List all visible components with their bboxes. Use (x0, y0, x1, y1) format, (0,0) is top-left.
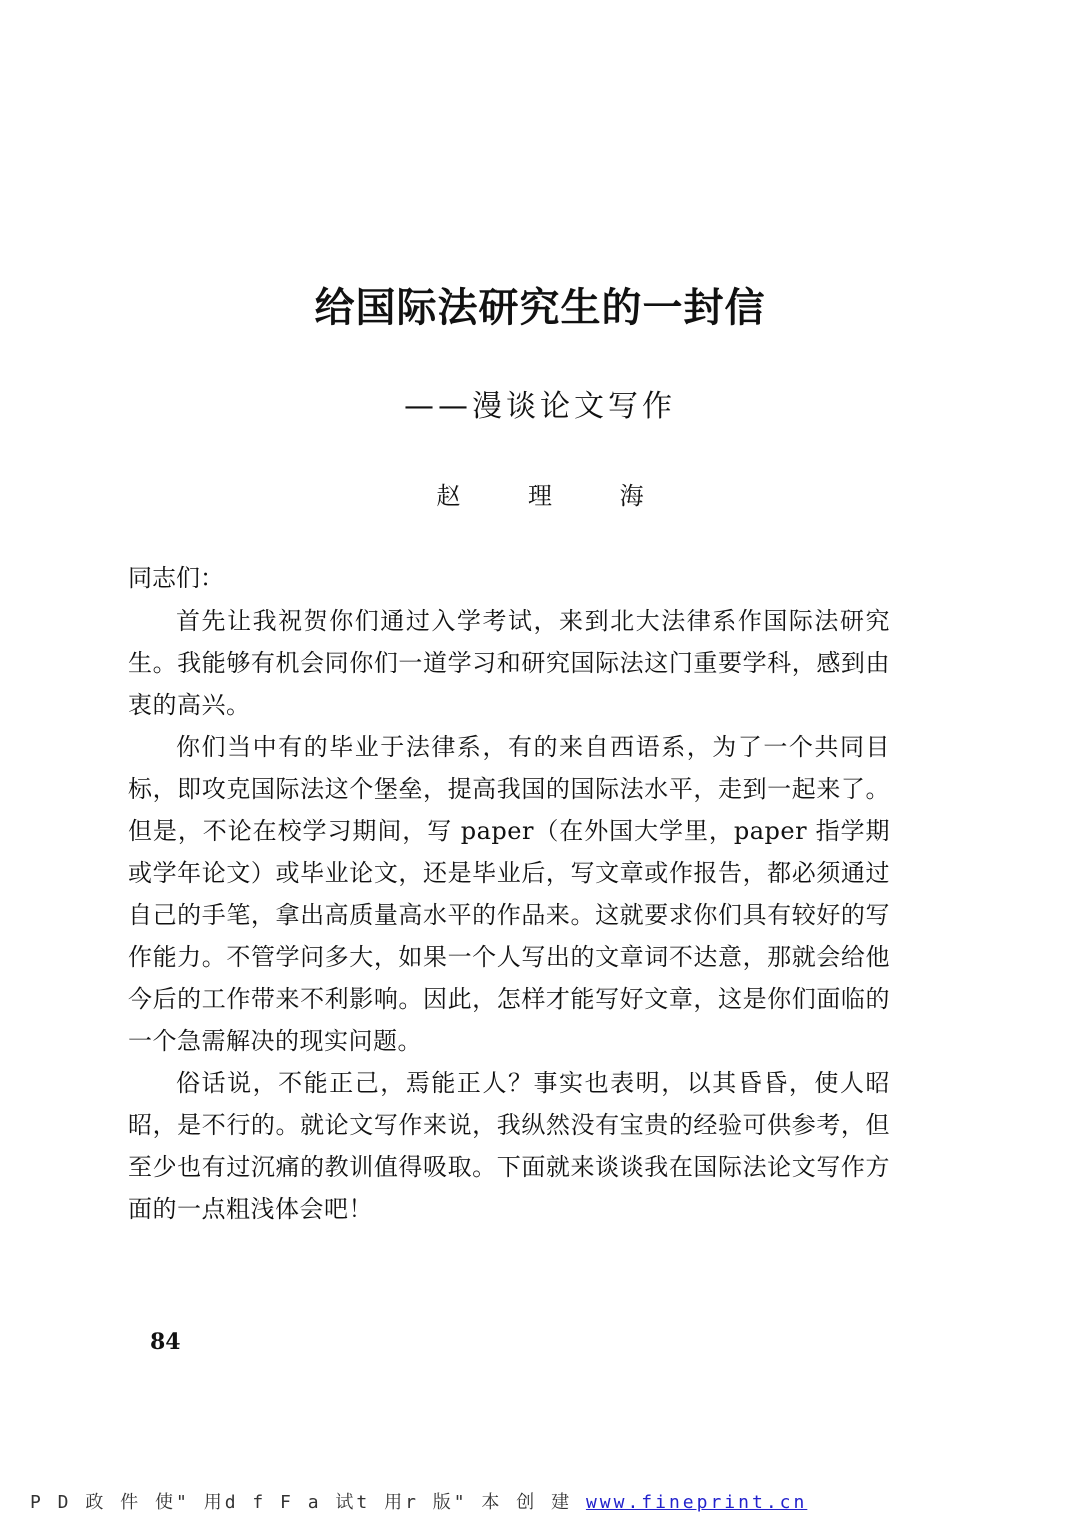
paragraph-2: 你们当中有的毕业于法律系，有的来自西语系，为了一个共同目标，即攻克国际法这个堡垒，提高我国的国际法水平，走到一起来了。但是，不论在校学习期间，写 paper（在外国大学里，paper 指学期或学年论文）或毕业论文，还是毕业后，写文章或作报告，都必须通过自己的手笔，拿出高质量高水平的作品来。这就要求你们具有较好的写作能力。不管学问多大，如果一个人写出的文章词不达意，那就会给他今后的工作带来不利影响。因此，怎样才能写好文章，这是你们面临的一个急需解决的现实问题。 (128, 733, 890, 1055)
paragraph-1: 首先让我祝贺你们通过入学考试，来到北大法律系作国际法研究生。我能够有机会同你们一道学习和研究国际法这门重要学科，感到由衷的高兴。 (128, 607, 890, 719)
article-title: 给国际法研究生的一封信 (314, 284, 766, 331)
paragraph-3: 俗话说，不能正己，焉能正人？事实也表明，以其昏昏，使人昭昭，是不行的。就论文写作来说，我纵然没有宝贵的经验可供参考，但至少也有过沉痛的教训值得吸取。下面就来谈谈我在国际法论文写作方面的一点粗浅体会吧！ (128, 1069, 890, 1223)
page-number: 84 (150, 1329, 181, 1355)
article-subtitle: ——漫谈论文写作 (404, 389, 676, 424)
salutation: 同志们： (128, 564, 224, 592)
watermark-text: P D 政 件 使" 用d f F a 试t 用r 版" 本 创 建 (30, 1492, 573, 1513)
pdf-watermark (30, 1488, 1030, 1518)
author-name: 赵 理 海 (436, 482, 674, 510)
watermark-link[interactable]: www.fineprint.cn (585, 1492, 808, 1513)
article-body (128, 600, 890, 1230)
